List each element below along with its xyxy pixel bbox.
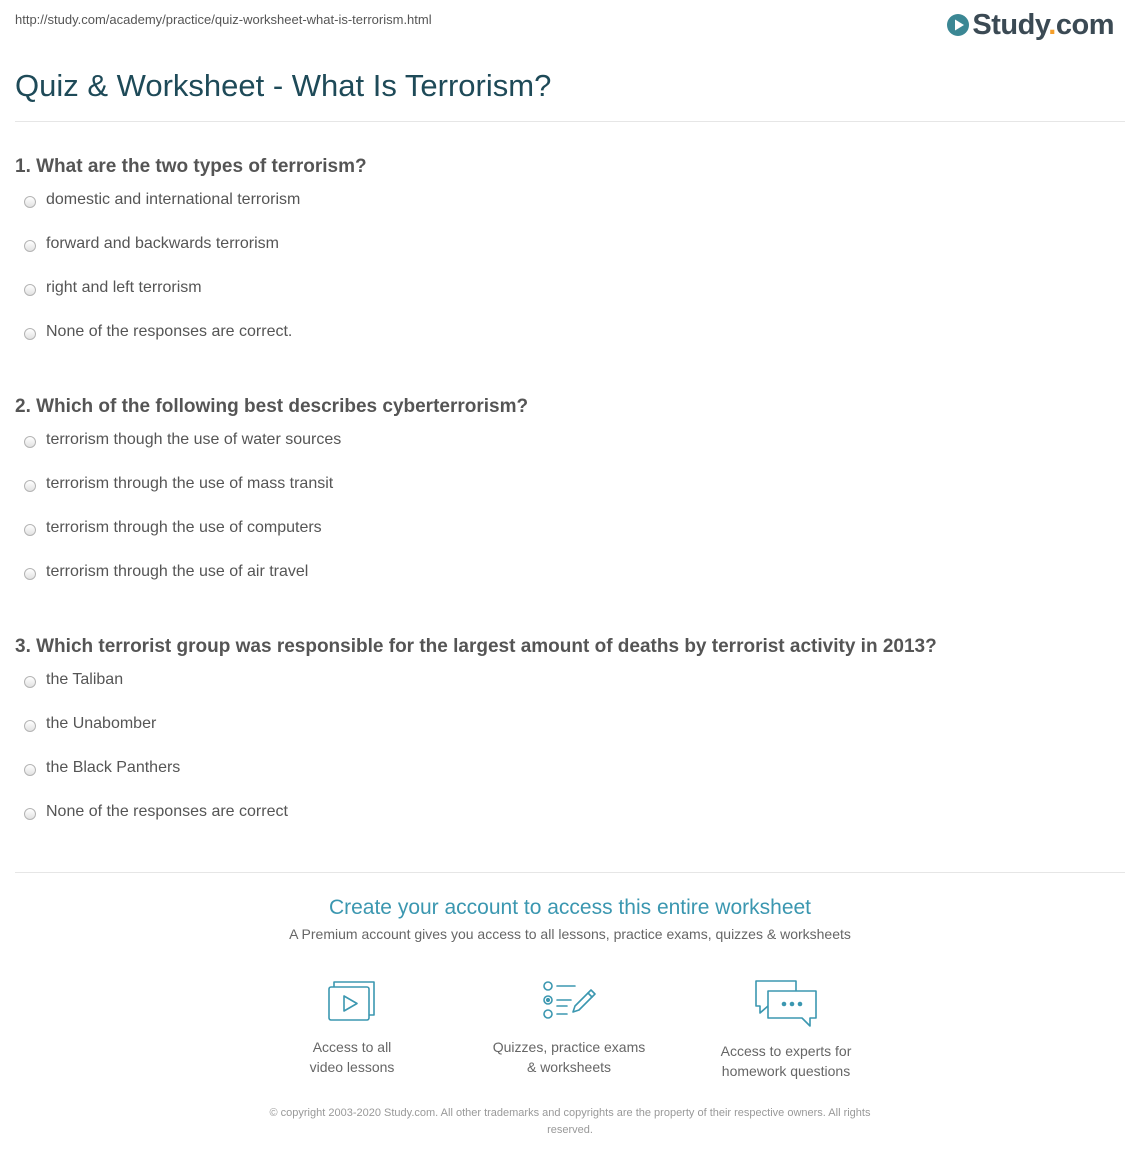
feature-label-line1: Quizzes, practice exams: [492, 1039, 646, 1055]
radio-button[interactable]: [24, 568, 36, 580]
answer-text: terrorism through the use of computers: [46, 519, 322, 536]
quiz-checklist-icon: [541, 978, 597, 1024]
answer-option[interactable]: [15, 322, 300, 366]
answer-text: None of the responses are correct.: [46, 323, 293, 340]
feature-experts: [686, 978, 886, 1081]
answer-text: the Unabomber: [46, 715, 157, 732]
radio-button[interactable]: [24, 284, 36, 296]
radio-button[interactable]: [24, 480, 36, 492]
answer-option[interactable]: [15, 234, 300, 278]
answer-option[interactable]: [15, 278, 300, 322]
radio-button[interactable]: [24, 240, 36, 252]
radio-button[interactable]: [24, 764, 36, 776]
cta-subtitle: A Premium account gives you access to all lessons, practice exams, quizzes & worksheets: [289, 926, 851, 942]
video-lesson-icon: [326, 978, 378, 1024]
top-bar: [0, 0, 1140, 50]
feature-label-line2: video lessons: [309, 1059, 395, 1075]
question-1: [15, 155, 1125, 340]
feature-label: [469, 1037, 669, 1077]
radio-button[interactable]: [24, 436, 36, 448]
title-divider: [15, 121, 1125, 122]
answer-option[interactable]: [15, 562, 341, 606]
feature-label-line2: homework questions: [721, 1063, 851, 1079]
logo-wordmark: [972, 8, 1114, 42]
answer-text: the Taliban: [46, 671, 124, 688]
feature-label-line1: Access to experts for: [720, 1043, 852, 1059]
answer-list: [15, 190, 300, 366]
answer-text: terrorism though the use of water sources: [46, 431, 342, 448]
answer-list: [15, 430, 341, 606]
feature-label: [252, 1037, 452, 1077]
answer-option[interactable]: [15, 518, 341, 562]
answer-option[interactable]: [15, 758, 288, 802]
answer-option[interactable]: [15, 190, 300, 234]
logo-dot: .: [1048, 9, 1056, 41]
answer-text: terrorism through the use of air travel: [46, 563, 309, 580]
answer-list: [15, 670, 288, 846]
answer-text: the Black Panthers: [46, 759, 181, 776]
copyright-line2: reserved.: [547, 1124, 593, 1136]
answer-option[interactable]: [15, 714, 288, 758]
logo-main: Study: [972, 9, 1049, 41]
radio-button[interactable]: [24, 808, 36, 820]
radio-button[interactable]: [24, 524, 36, 536]
study-logo-link[interactable]: [947, 8, 1114, 42]
feature-video-lessons: [252, 978, 452, 1077]
feature-quizzes: [469, 978, 669, 1077]
question-text: 3. Which terrorist group was responsible for the largest amount of deaths by terrorist activity in 2013?: [15, 636, 937, 657]
feature-label-line1: Access to all: [312, 1039, 392, 1055]
answer-option[interactable]: [15, 430, 341, 474]
answer-option[interactable]: [15, 670, 288, 714]
answer-text: domestic and international terrorism: [46, 191, 301, 208]
radio-button[interactable]: [24, 328, 36, 340]
question-3: [15, 635, 1125, 820]
answer-text: None of the responses are correct: [46, 803, 288, 820]
question-text: 2. Which of the following best describes cyberterrorism?: [15, 396, 529, 417]
copyright-notice: [210, 1105, 930, 1139]
radio-button[interactable]: [24, 676, 36, 688]
page-url: http://study.com/academy/practice/quiz-worksheet-what-is-terrorism.html: [15, 12, 432, 27]
play-icon: [947, 14, 969, 36]
answer-text: terrorism through the use of mass transit: [46, 475, 334, 492]
copyright-line1: © copyright 2003-2020 Study.com. All other trademarks and copyrights are the property of their respective owners. All rights: [269, 1107, 871, 1119]
feature-label-line2: & worksheets: [526, 1059, 612, 1075]
answer-text: right and left terrorism: [46, 279, 202, 296]
chat-bubbles-icon: [754, 978, 818, 1028]
answer-option[interactable]: [15, 802, 288, 846]
cta-divider: [15, 872, 1125, 873]
feature-label: [686, 1041, 886, 1081]
question-text: 1. What are the two types of terrorism?: [15, 156, 367, 177]
answer-option[interactable]: [15, 474, 341, 518]
answer-text: forward and backwards terrorism: [46, 235, 279, 252]
page-title: Quiz & Worksheet - What Is Terrorism?: [15, 68, 552, 103]
logo-suffix: com: [1055, 9, 1114, 41]
radio-button[interactable]: [24, 720, 36, 732]
radio-button[interactable]: [24, 196, 36, 208]
create-account-link[interactable]: Create your account to access this entire worksheet: [328, 896, 812, 919]
question-2: [15, 395, 1125, 580]
